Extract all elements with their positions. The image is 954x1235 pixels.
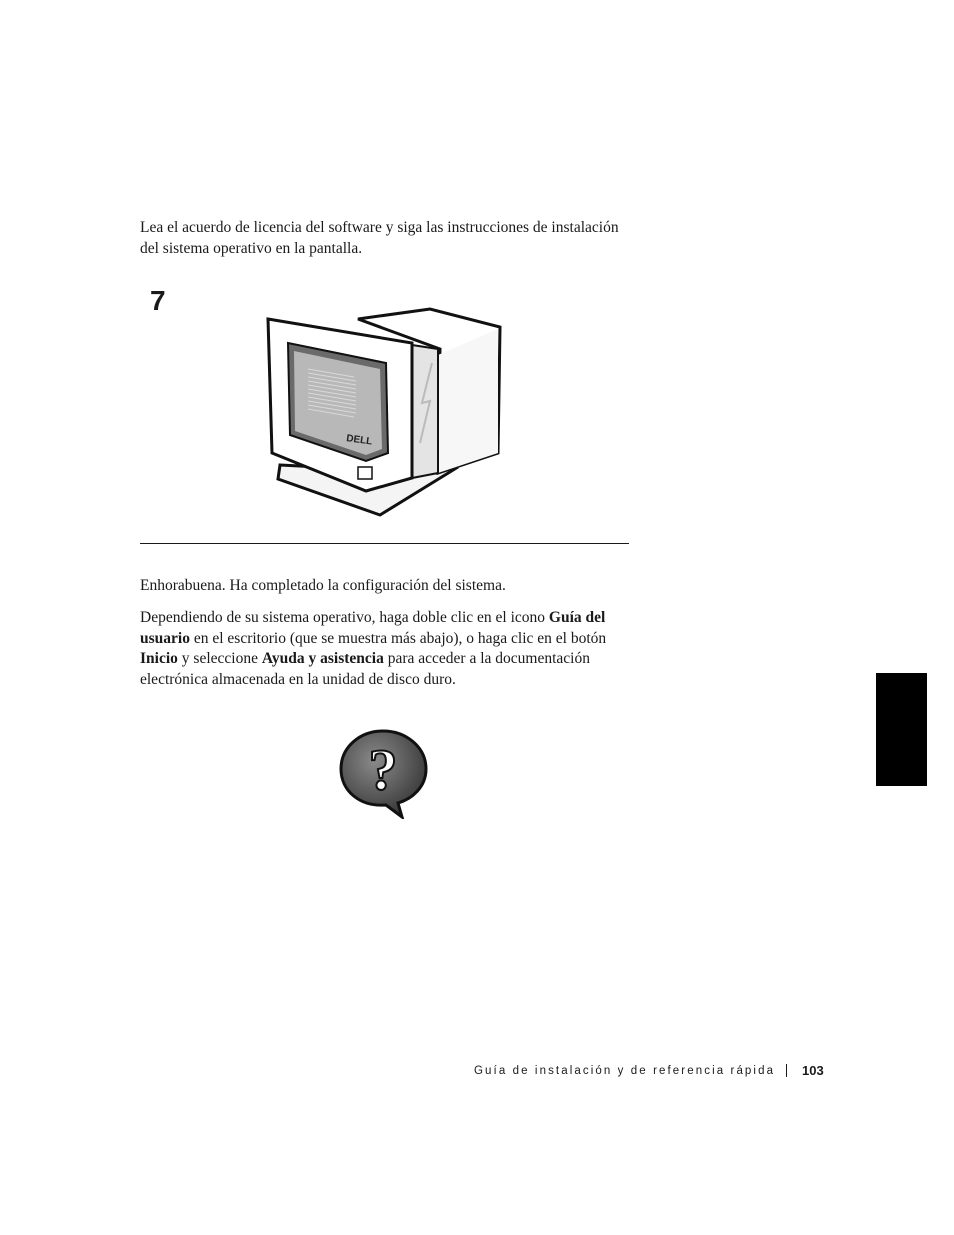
footer-title: Guía de instalación y de referencia rápida (474, 1065, 776, 1077)
svg-text:?: ? (368, 737, 398, 802)
chapter-tab (876, 673, 927, 786)
instructions-paragraph: Dependiendo de su sistema operativo, haga doble clic en el icono Guía del usuario en el escritorio (que se muestra más abajo), o haga clic en el botón Inicio y seleccione Ayuda y asistencia para acceder a la documentación electrónica almacenada en la unidad de disco duro. (140, 609, 607, 688)
section-divider (140, 543, 629, 544)
start-button-name: Inicio (140, 650, 178, 667)
page-number: 103 (802, 1063, 824, 1078)
congrats-paragraph: Enhorabuena. Ha completado la configuración del sistema. (140, 577, 506, 594)
footer-separator (786, 1064, 787, 1077)
monitor-brand-logo: DELL (345, 433, 373, 448)
help-support-name: Ayuda y asistencia (261, 650, 384, 667)
computer-monitor-icon (262, 303, 508, 525)
guide-icon-name: Guía del usuario (140, 609, 606, 647)
step-number: 7 (150, 285, 166, 316)
page-footer (474, 1061, 834, 1081)
help-question-icon (336, 727, 431, 819)
intro-paragraph: Lea el acuerdo de licencia del software y siga las instrucciones de instalación del sistema operativo en la pantalla. (140, 219, 619, 257)
